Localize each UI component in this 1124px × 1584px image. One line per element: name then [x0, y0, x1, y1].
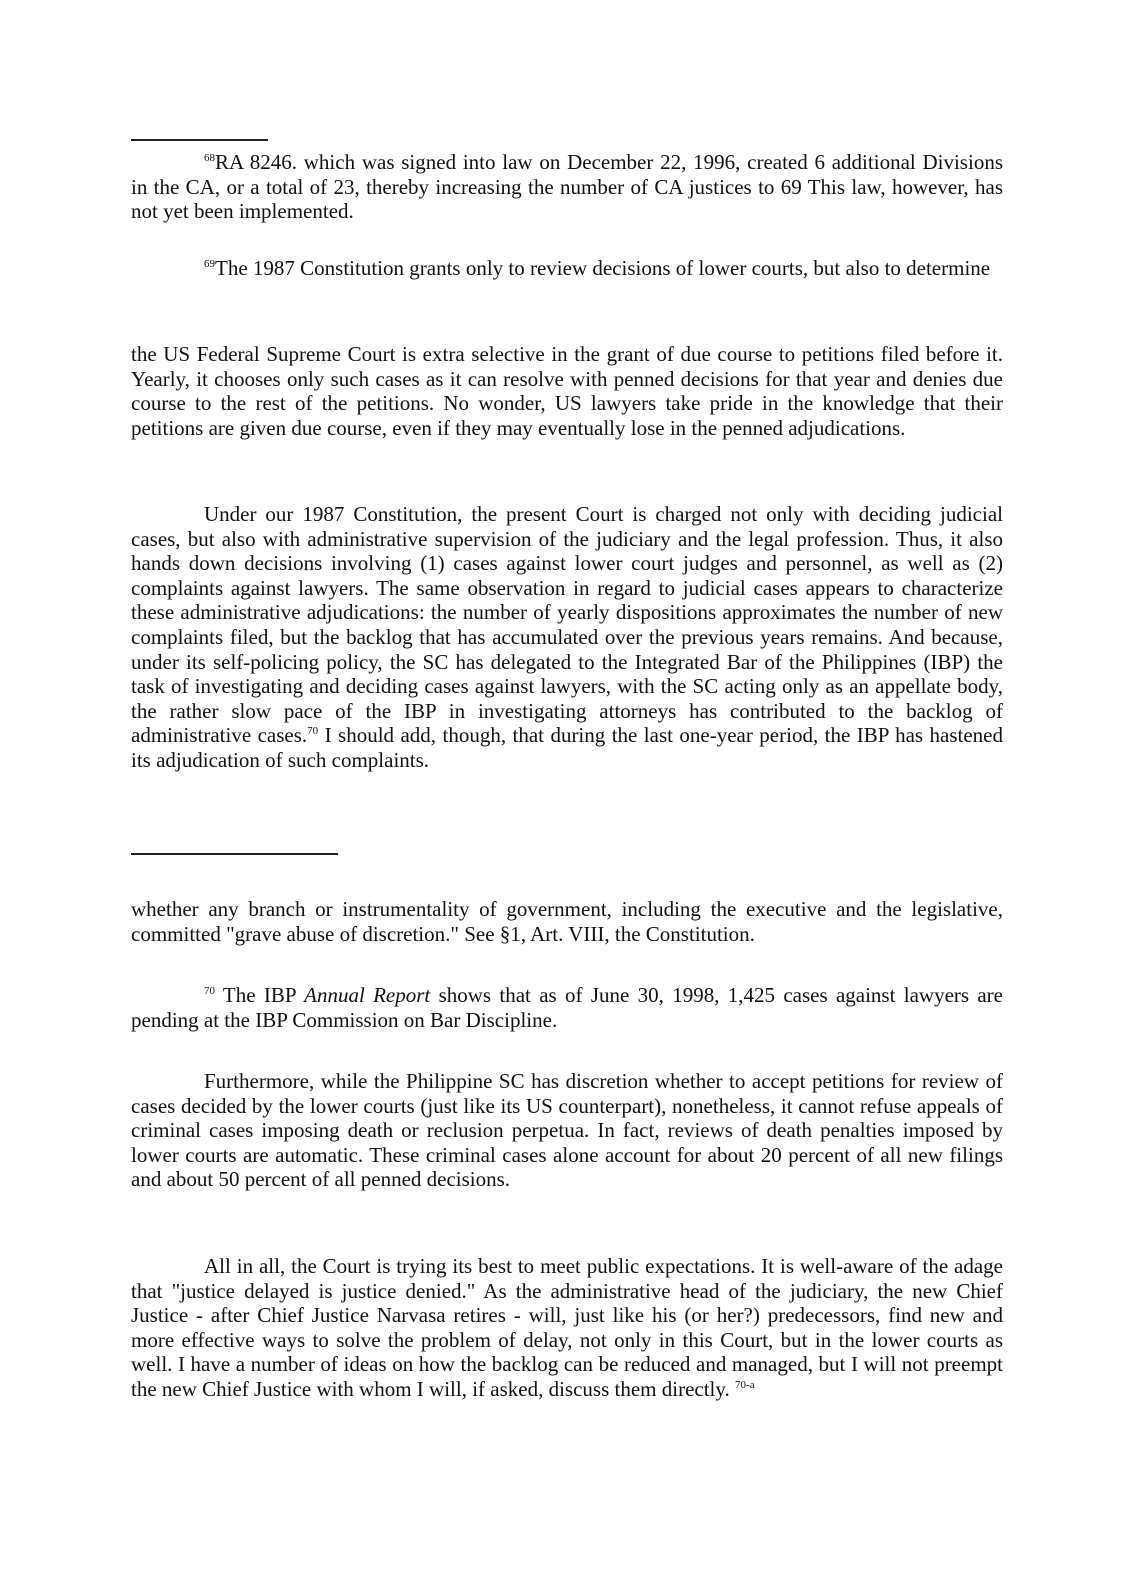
paragraph-text-continued: I should add, though, that during the last one-year period, the IBP has hastened its adjudication of such complaints. — [131, 723, 1003, 772]
paragraph-us-court: the US Federal Supreme Court is extra selective in the grant of due course to petitions filed before it. Yearly, it chooses only such cases as it can resolve with penned decisions for that year and denies due course to the rest of the petitions. No wonder, US lawyers take pride in the knowledge that their petitions are given due course, even if they may eventually lose in the penned adjudications. — [131, 342, 1003, 440]
footnote-69 — [131, 256, 1003, 281]
paragraph-text: Under our 1987 Constitution, the present Court is charged not only with deciding judicial cases, but also with administrative supervision of the judiciary and the legal profession. Thus, it also hands down decisions involving (1) cases against lower court judges and personnel, as well as (2) complaints against lawyers. The same observation in regard to judicial cases appears to characterize these administrative adjudications: the number of yearly dispositions approximates the number of new complaints filed, but the backlog that has accumulated over the previous years remains. And because, under its self-policing policy, the SC has delegated to the Integrated Bar of the Philippines (IBP) the task of investigating and deciding cases against lawyers, with the SC acting only as an appellate body, the rather slow pace of the IBP in investigating attorneys has contributed to the backlog of administrative cases. — [131, 502, 1003, 748]
footnote-70 — [131, 983, 1003, 1032]
footnote-reference: 70-a — [735, 1378, 755, 1391]
footnote-marker: 68 — [204, 152, 215, 164]
footnote-marker: 69 — [204, 258, 215, 270]
footnote-text-continued: shows that as of June 30, 1998, 1,425 cases against lawyers are pending at the IBP Commission on Bar Discipline. — [131, 983, 1004, 1032]
paragraph-text: All in all, the Court is trying its best to meet public expectations. It is well-aware of the adage that "justice delayed is justice denied." As the administrative head of the judiciary, the new Chief Justice - after Chief Justice Narvasa retires - will, just like his (or her?) predecessors, find new and more effective ways to solve the problem of delay, not only in this Court, but in the lower courts as well. I have a number of ideas on how the backlog can be reduced and managed, but I will not preempt the new Chief Justice with whom I will, if asked, discuss them directly. — [131, 1254, 1003, 1401]
footnote-text: The IBP — [215, 983, 305, 1007]
footnote-separator — [131, 139, 268, 141]
footnote-68 — [131, 150, 1003, 224]
footnote-text: RA 8246. which was signed into law on December 22, 1996, created 6 additional Divisions in the CA, or a total of 23, thereby increasing the number of CA justices to 69 This law, however, has not yet been implemented. — [131, 150, 1003, 224]
footnote-69-continued: whether any branch or instrumentality of government, including the executive and the legislative, committed "grave abuse of discretion." See §1, Art. VIII, the Constitution. — [131, 897, 1003, 946]
footnote-separator — [131, 853, 338, 855]
paragraph-furthermore: Furthermore, while the Philippine SC has discretion whether to accept petitions for review of cases decided by the lower courts (just like its US counterpart), nonetheless, it cannot refuse appeals of criminal cases imposing death or reclusion perpetua. In fact, reviews of death penalties imposed by lower courts are automatic. These criminal cases alone account for about 20 percent of all new filings and about 50 percent of all penned decisions. — [131, 1069, 1003, 1192]
footnote-reference: 70 — [307, 725, 319, 738]
report-title: Annual Report — [304, 983, 431, 1007]
paragraph-all-in-all — [131, 1254, 1003, 1402]
footnote-text: The 1987 Constitution grants only to review decisions of lower courts, but also to determine — [215, 256, 991, 280]
paragraph-constitution — [131, 502, 1003, 773]
footnote-marker: 70 — [204, 985, 215, 997]
